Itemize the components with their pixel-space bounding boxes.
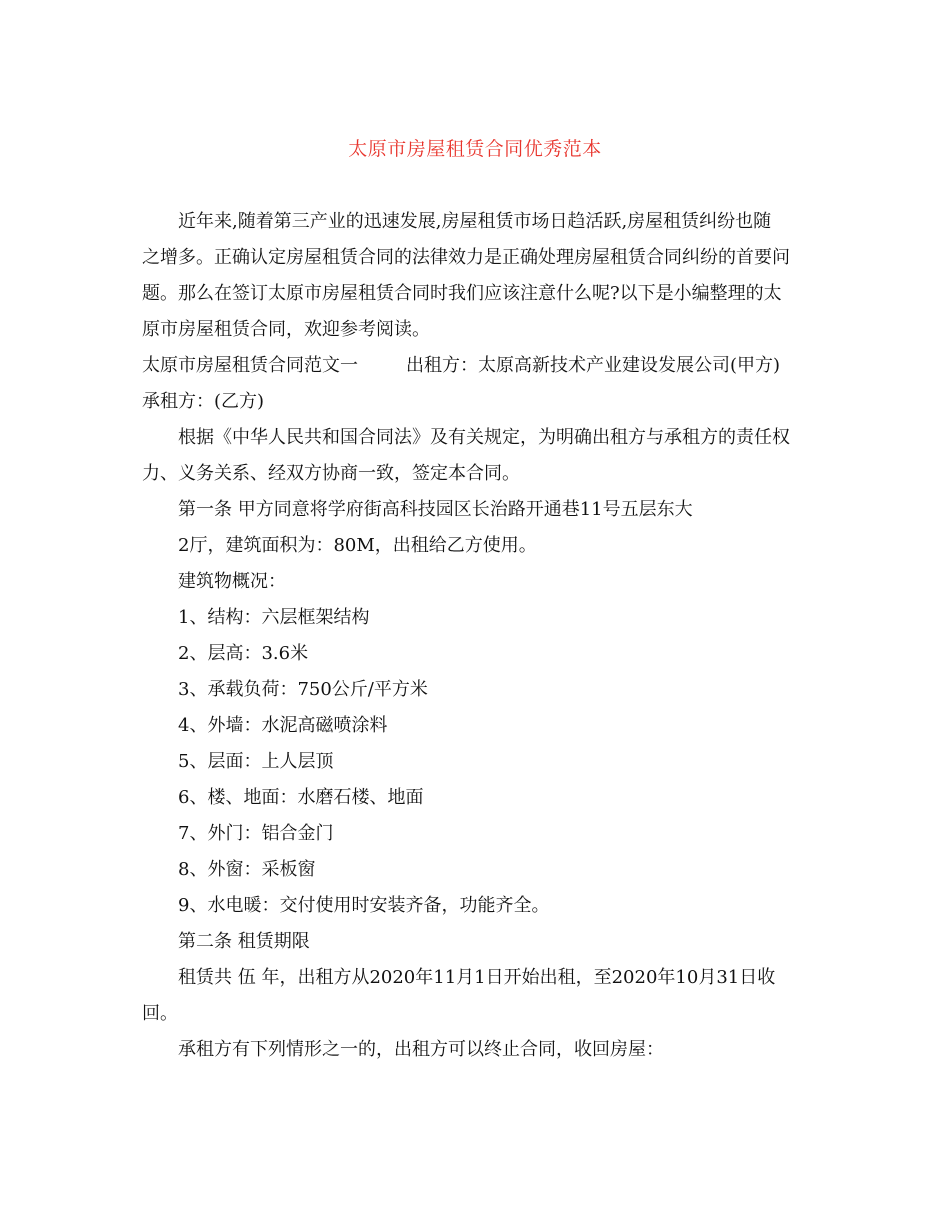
building-item: 2、层高：3.6米	[178, 643, 309, 664]
article1-line: 2厅，建筑面积为：80M，出租给乙方使用。	[178, 535, 537, 556]
document-title: 太原市房屋租赁合同优秀范本	[348, 138, 602, 160]
article2-heading: 第二条 租赁期限	[178, 931, 310, 952]
building-item: 4、外墙：水泥高磁喷涂料	[178, 715, 388, 736]
building-item: 8、外窗：采板窗	[178, 859, 316, 880]
building-item: 1、结构：六层框架结构	[178, 607, 370, 628]
article1-line: 第一条 甲方同意将学府街高科技园区长治路开通巷11号五层东大	[178, 499, 693, 520]
lessee-text: 承租方：(乙方)	[142, 391, 265, 412]
intro-line: 近年来,随着第三产业的迅速发展,房屋租赁市场日趋活跃,房屋租赁纠纷也随	[178, 211, 772, 232]
lease-line: 租赁共 伍 年，出租方从2020年11月1日开始出租，至2020年10月31日收	[178, 967, 776, 988]
building-item: 3、承载负荷：750公斤/平方米	[178, 679, 428, 700]
lease-line: 回。	[142, 1003, 178, 1024]
termination-line: 承租方有下列情形之一的，出租方可以终止合同，收回房屋：	[178, 1039, 664, 1060]
building-item: 7、外门：铝合金门	[178, 823, 334, 844]
intro-line: 之增多。正确认定房屋租赁合同的法律效力是正确处理房屋租赁合同纠纷的首要问	[142, 247, 790, 268]
building-heading: 建筑物概况：	[178, 571, 286, 592]
basis-line: 根据《中华人民共和国合同法》及有关规定，为明确出租方与承租方的责任权	[178, 427, 790, 448]
building-item: 5、层面：上人层顶	[178, 751, 334, 772]
lessor-text: 出租方：太原高新技术产业建设发展公司(甲方)	[406, 355, 781, 376]
building-item: 6、楼、地面：水磨石楼、地面	[178, 787, 424, 808]
intro-line: 题。那么在签订太原市房屋租赁合同时我们应该注意什么呢?以下是小编整理的太	[142, 283, 782, 304]
document-body	[142, 204, 810, 1068]
basis-line: 力、义务关系、经双方协商一致，签定本合同。	[142, 463, 520, 484]
building-item: 9、水电暖：交付使用时安装齐备，功能齐全。	[178, 895, 550, 916]
sample-heading: 太原市房屋租赁合同范文一	[142, 355, 358, 376]
intro-line: 原市房屋租赁合同，欢迎参考阅读。	[142, 319, 430, 340]
parties-line	[142, 348, 810, 384]
